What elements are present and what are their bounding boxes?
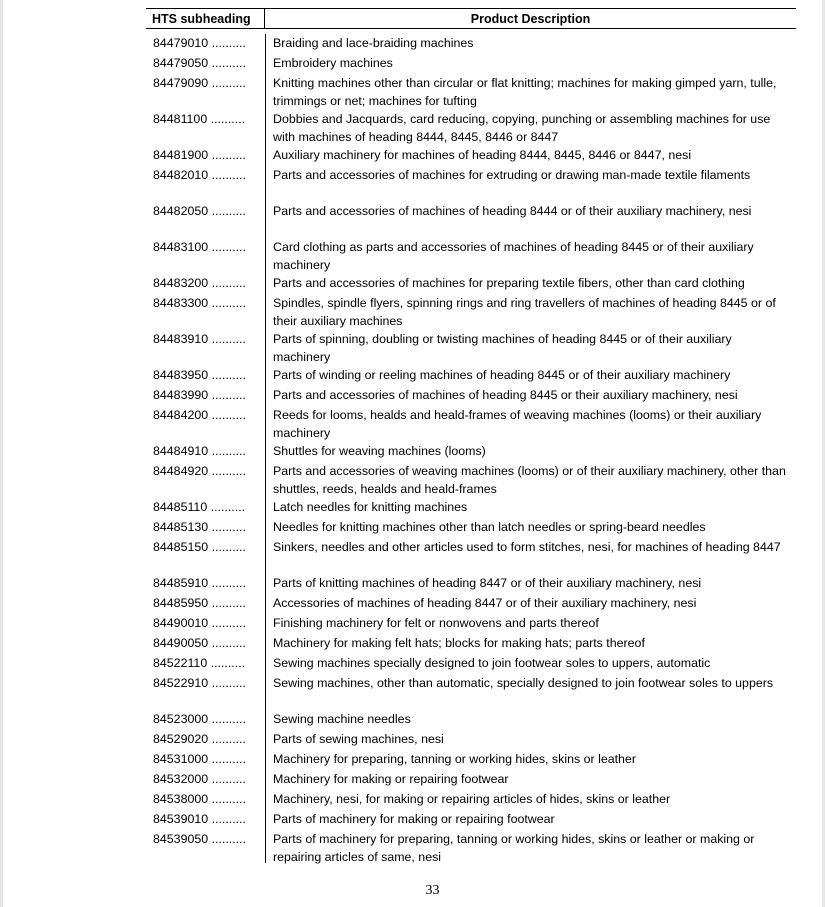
table-row bbox=[146, 294, 796, 330]
product-description: Machinery for making felt hats; blocks for making hats; parts thereof bbox=[273, 636, 645, 650]
hts-code: 84539010 .......... bbox=[153, 812, 246, 826]
hts-code: 84490050 .......... bbox=[153, 636, 246, 650]
hts-code: 84522910 .......... bbox=[153, 676, 246, 690]
table-row bbox=[146, 330, 796, 366]
product-description: Parts and accessories of machines of heading 8444 or of their auxiliary machinery, nesi bbox=[273, 204, 752, 218]
table-row bbox=[146, 74, 796, 110]
table-row bbox=[146, 654, 796, 672]
table-header bbox=[146, 8, 796, 29]
table-row bbox=[146, 518, 796, 536]
hts-code: 84483200 .......... bbox=[153, 276, 246, 290]
hts-code: 84485130 .......... bbox=[153, 520, 246, 534]
product-description: Knitting machines other than circular or flat knitting; machines for making gimped yarn, tulle, trimmings or net; machines for tufting bbox=[273, 76, 777, 108]
hts-code: 84485150 .......... bbox=[153, 540, 246, 554]
hts-code: 84485110 .......... bbox=[153, 500, 246, 514]
table-row bbox=[146, 614, 796, 632]
product-description: Parts of sewing machines, nesi bbox=[273, 732, 444, 746]
page-number: 33 bbox=[425, 883, 440, 898]
table-row bbox=[146, 538, 796, 574]
header-hts-subheading: HTS subheading bbox=[146, 9, 265, 28]
hts-code: 84529020 .......... bbox=[153, 732, 246, 746]
product-description: Parts of winding or reeling machines of heading 8445 or of their auxiliary machinery bbox=[273, 368, 731, 382]
table-row bbox=[146, 830, 796, 866]
product-description: Sewing machines specially designed to join footwear soles to uppers, automatic bbox=[273, 656, 711, 670]
product-description: Braiding and lace-braiding machines bbox=[273, 36, 474, 50]
table-row bbox=[146, 750, 796, 768]
hts-code: 84532000 .......... bbox=[153, 772, 246, 786]
hts-code: 84490010 .......... bbox=[153, 616, 246, 630]
hts-code: 84482050 .......... bbox=[153, 204, 246, 218]
product-description: Parts of machinery for making or repairing footwear bbox=[273, 812, 555, 826]
product-description: Parts of spinning, doubling or twisting machines of heading 8445 or of their auxiliary machinery bbox=[273, 332, 732, 364]
product-description: Auxiliary machinery for machines of heading 8444, 8445, 8446 or 8447, nesi bbox=[273, 148, 692, 162]
hts-code: 84479090 .......... bbox=[153, 76, 246, 90]
product-description: Spindles, spindle flyers, spinning rings and ring travellers of machines of heading 8445 or of their auxiliary machines bbox=[273, 296, 776, 328]
product-description: Machinery for making or repairing footwear bbox=[273, 772, 509, 786]
hts-code: 84483100 .......... bbox=[153, 240, 246, 254]
product-description: Parts and accessories of machines of heading 8445 or their auxiliary machinery, nesi bbox=[273, 388, 738, 402]
hts-code: 84539050 .......... bbox=[153, 832, 246, 846]
table-row bbox=[146, 366, 796, 384]
table-row bbox=[146, 34, 796, 52]
product-description: Reeds for looms, healds and heald-frames of weaving machines (looms) or their auxiliary machinery bbox=[273, 408, 762, 440]
hts-code: 84483300 .......... bbox=[153, 296, 246, 310]
table-row bbox=[146, 730, 796, 748]
product-description: Finishing machinery for felt or nonwovens and parts thereof bbox=[273, 616, 599, 630]
product-description: Accessories of machines of heading 8447 or of their auxiliary machinery, nesi bbox=[273, 596, 697, 610]
hts-table bbox=[146, 8, 796, 866]
hts-code: 84479010 .......... bbox=[153, 36, 246, 50]
product-description: Needles for knitting machines other than latch needles or spring-beard needles bbox=[273, 520, 706, 534]
table-row bbox=[146, 274, 796, 292]
page-edge-left bbox=[0, 0, 3, 907]
table-row bbox=[146, 634, 796, 652]
hts-code: 84483990 .......... bbox=[153, 388, 246, 402]
table-row bbox=[146, 406, 796, 442]
header-product-description: Product Description bbox=[470, 11, 591, 26]
product-description: Parts and accessories of machines for extruding or drawing man-made textile filaments bbox=[273, 168, 751, 182]
table-row bbox=[146, 166, 796, 202]
table-row bbox=[146, 498, 796, 516]
product-description: Latch needles for knitting machines bbox=[273, 500, 468, 514]
table-row bbox=[146, 146, 796, 164]
table-row bbox=[146, 462, 796, 498]
table-row bbox=[146, 54, 796, 72]
hts-code: 84485950 .......... bbox=[153, 596, 246, 610]
table-row bbox=[146, 574, 796, 592]
product-description: Sewing machine needles bbox=[273, 712, 411, 726]
table-row bbox=[146, 674, 796, 710]
table-row bbox=[146, 594, 796, 612]
product-description: Parts of machinery for preparing, tanning or working hides, skins or leather or making or repairing articles of same, nesi bbox=[273, 832, 755, 864]
product-description: Shuttles for weaving machines (looms) bbox=[273, 444, 486, 458]
hts-code: 84481100 .......... bbox=[153, 112, 246, 126]
product-description: Parts of knitting machines of heading 8447 or of their auxiliary machinery, nesi bbox=[273, 576, 702, 590]
hts-code: 84485910 .......... bbox=[153, 576, 246, 590]
table-body bbox=[146, 34, 796, 866]
hts-code: 84484920 .......... bbox=[153, 464, 246, 478]
hts-code: 84484200 .......... bbox=[153, 408, 246, 422]
product-description: Parts and accessories of weaving machines (looms) or of their auxiliary machinery, other than shuttles, reeds, healds and heald-frames bbox=[273, 464, 786, 496]
product-description: Sewing machines, other than automatic, specially designed to join footwear soles to uppers bbox=[273, 676, 774, 690]
hts-code: 84483950 .......... bbox=[153, 368, 246, 382]
hts-code: 84479050 .......... bbox=[153, 56, 246, 70]
hts-code: 84482010 .......... bbox=[153, 168, 246, 182]
table-row bbox=[146, 202, 796, 238]
hts-code: 84483910 .......... bbox=[153, 332, 246, 346]
table-row bbox=[146, 770, 796, 788]
table-row bbox=[146, 386, 796, 404]
hts-code: 84484910 .......... bbox=[153, 444, 246, 458]
table-row bbox=[146, 790, 796, 808]
product-description: Parts and accessories of machines for preparing textile fibers, other than card clothing bbox=[273, 276, 745, 290]
product-description: Machinery for preparing, tanning or working hides, skins or leather bbox=[273, 752, 636, 766]
product-description: Dobbies and Jacquards, card reducing, copying, punching or assembling machines for use with machines of heading 8444, 8445, 8446 or 8447 bbox=[273, 112, 771, 144]
table-row bbox=[146, 110, 796, 146]
table-row bbox=[146, 710, 796, 728]
hts-code: 84523000 .......... bbox=[153, 712, 246, 726]
product-description: Machinery, nesi, for making or repairing articles of hides, skins or leather bbox=[273, 792, 671, 806]
table-row bbox=[146, 442, 796, 460]
hts-code: 84538000 .......... bbox=[153, 792, 246, 806]
table-row bbox=[146, 238, 796, 274]
hts-code: 84522110 .......... bbox=[153, 656, 246, 670]
table-row bbox=[146, 810, 796, 828]
hts-code: 84481900 .......... bbox=[153, 148, 246, 162]
product-description: Embroidery machines bbox=[273, 56, 393, 70]
hts-code: 84531000 .......... bbox=[153, 752, 246, 766]
product-description: Sinkers, needles and other articles used to form stitches, nesi, for machines of heading 8447 bbox=[273, 540, 781, 554]
product-description: Card clothing as parts and accessories of machines of heading 8445 or of their auxiliary machinery bbox=[273, 240, 754, 272]
